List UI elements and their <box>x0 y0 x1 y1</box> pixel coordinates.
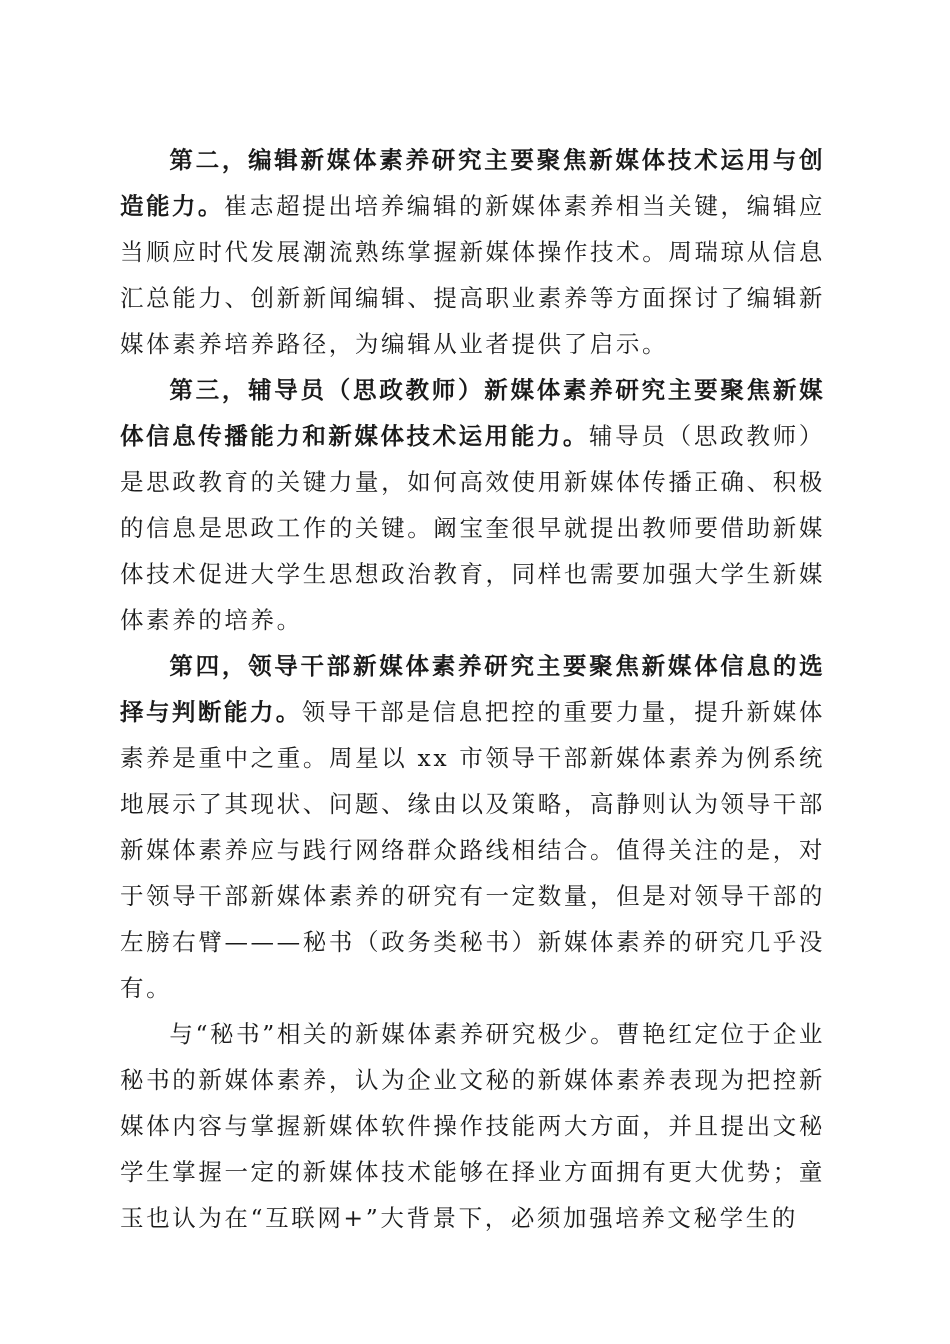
document-body <box>120 137 825 1241</box>
paragraph-text: 崔志超提出培养编辑的新媒体素养相当关键，编辑应当顺应时代发展潮流熟练掌握新媒体操作技术。周瑞琼从信息汇总能力、创新新闻编辑、提高职业素养等方面探讨了编辑新媒体素养培养路径，为编辑从业者提供了启示。 <box>120 192 825 358</box>
paragraph-lead: 第二，编辑新媒体素养研究主要聚焦新媒体技术运用与创造能力。 <box>120 146 825 220</box>
paragraph-text: 与“秘书”相关的新媒体素养研究极少。曹艳红定位于企业秘书的新媒体素养，认为企业文秘的新媒体素养表现为把控新媒体内容与掌握新媒体软件操作技能两大方面，并且提出文秘学生掌握一定的新媒体技术能够在择业方面拥有更大优势；童玉也认为在“互联网+”大背景下，必须加强培养文秘学生的 <box>120 1020 825 1232</box>
paragraph-lead: 第三，辅导员（思政教师）新媒体素养研究主要聚焦新媒体信息传播能力和新媒体技术运用能力。 <box>120 376 825 450</box>
paragraph-lead: 第四，领导干部新媒体素养研究主要聚焦新媒体信息的选择与判断能力。 <box>120 652 825 726</box>
paragraph-text: 领导干部是信息把控的重要力量，提升新媒体素养是重中之重。周星以 xx 市领导干部新媒体素养为例系统地展示了其现状、问题、缘由以及策略，高静则认为领导干部新媒体素养应与践行网络群众路线相结合。值得关注的是，对于领导干部新媒体素养的研究有一定数量，但是对领导干部的左膀右臂———秘书（政务类秘书）新媒体素养的研究几乎没有。 <box>120 698 825 1002</box>
paragraph-leader-literacy <box>120 643 825 1011</box>
paragraph-counselor-literacy <box>120 367 825 643</box>
paragraph-text: 辅导员（思政教师）是思政教育的关键力量，如何高效使用新媒体传播正确、积极的信息是思政工作的关键。阚宝奎很早就提出教师要借助新媒体技术促进大学生思想政治教育，同样也需要加强大学生新媒体素养的培养。 <box>120 422 826 634</box>
paragraph-secretary-literacy <box>120 1011 825 1241</box>
paragraph-editor-literacy <box>120 137 825 367</box>
